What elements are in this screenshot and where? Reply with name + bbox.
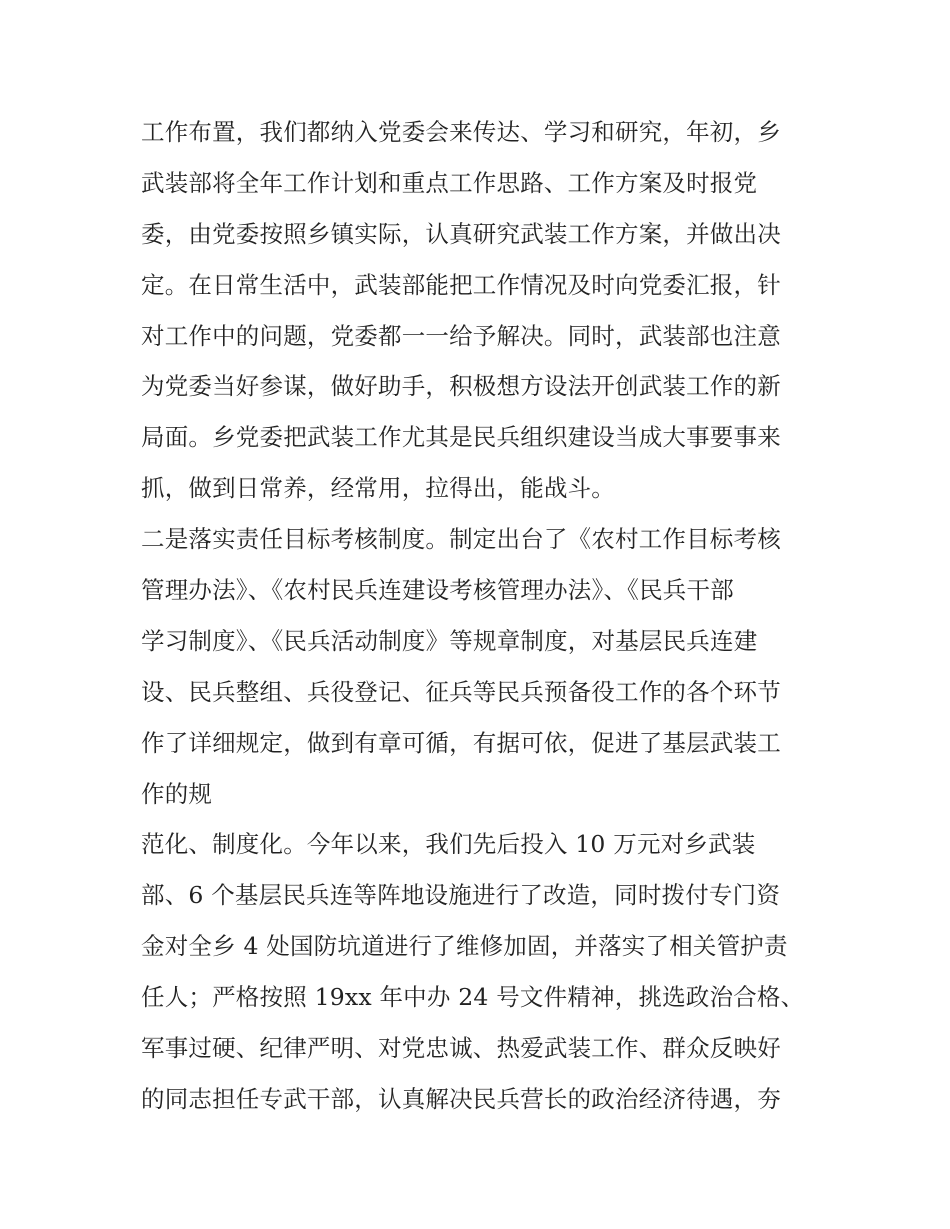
text-line: 二是落实责任目标考核制度。制定出台了《农村工作目标考核 bbox=[141, 525, 781, 554]
text-line: 作了详细规定，做到有章可循，有据可依，促进了基层武装工 bbox=[141, 728, 781, 757]
body-text bbox=[141, 107, 821, 1125]
text-line: 为党委当好参谋，做好助手，积极想方设法开创武装工作的新 bbox=[141, 372, 781, 401]
text-line: 军事过硬、纪律严明、对党忠诚、热爱武装工作、群众反映好 bbox=[141, 1034, 781, 1063]
text-line: 工作布置，我们都纳入党委会来传达、学习和研究，年初，乡 bbox=[141, 118, 781, 146]
text-line: 抓，做到日常养，经常用，拉得出，能战斗。 bbox=[141, 474, 615, 503]
text-line: 学习制度》、《民兵活动制度》等规章制度，对基层民兵连建 bbox=[141, 626, 758, 655]
text-line: 范化、制度化。今年以来，我们先后投入 10 万元对乡武装 bbox=[141, 830, 756, 859]
text-line: 任人；严格按照 19xx 年中办 24 号文件精神，挑选政治合格、 bbox=[141, 983, 805, 1012]
text-line: 定。在日常生活中，武装部能把工作情况及时向党委汇报，针 bbox=[141, 270, 781, 299]
text-line: 局面。乡党委把武装工作尤其是民兵组织建设当成大事要事来 bbox=[141, 423, 781, 452]
text-line: 金对全乡 4 处国防坑道进行了维修加固，并落实了相关管护责 bbox=[141, 932, 788, 961]
text-line: 作的规 bbox=[141, 779, 213, 808]
text-line: 对工作中的问题，党委都一一给予解决。同时，武装部也注意 bbox=[141, 321, 781, 350]
text-line: 设、民兵整组、兵役登记、征兵等民兵预备役工作的各个环节 bbox=[141, 677, 781, 706]
text-line: 武装部将全年工作计划和重点工作思路、工作方案及时报党 bbox=[141, 168, 758, 197]
text-line: 管理办法》、《农村民兵连建设考核管理办法》、《民兵干部 bbox=[141, 576, 734, 605]
text-line: 委，由党委按照乡镇实际，认真研究武装工作方案，并做出决 bbox=[141, 219, 781, 248]
text-line: 的同志担任专武干部，认真解决民兵营长的政治经济待遇，夯 bbox=[141, 1084, 781, 1113]
text-line: 部、6 个基层民兵连等阵地设施进行了改造，同时拨付专门资 bbox=[141, 881, 781, 910]
